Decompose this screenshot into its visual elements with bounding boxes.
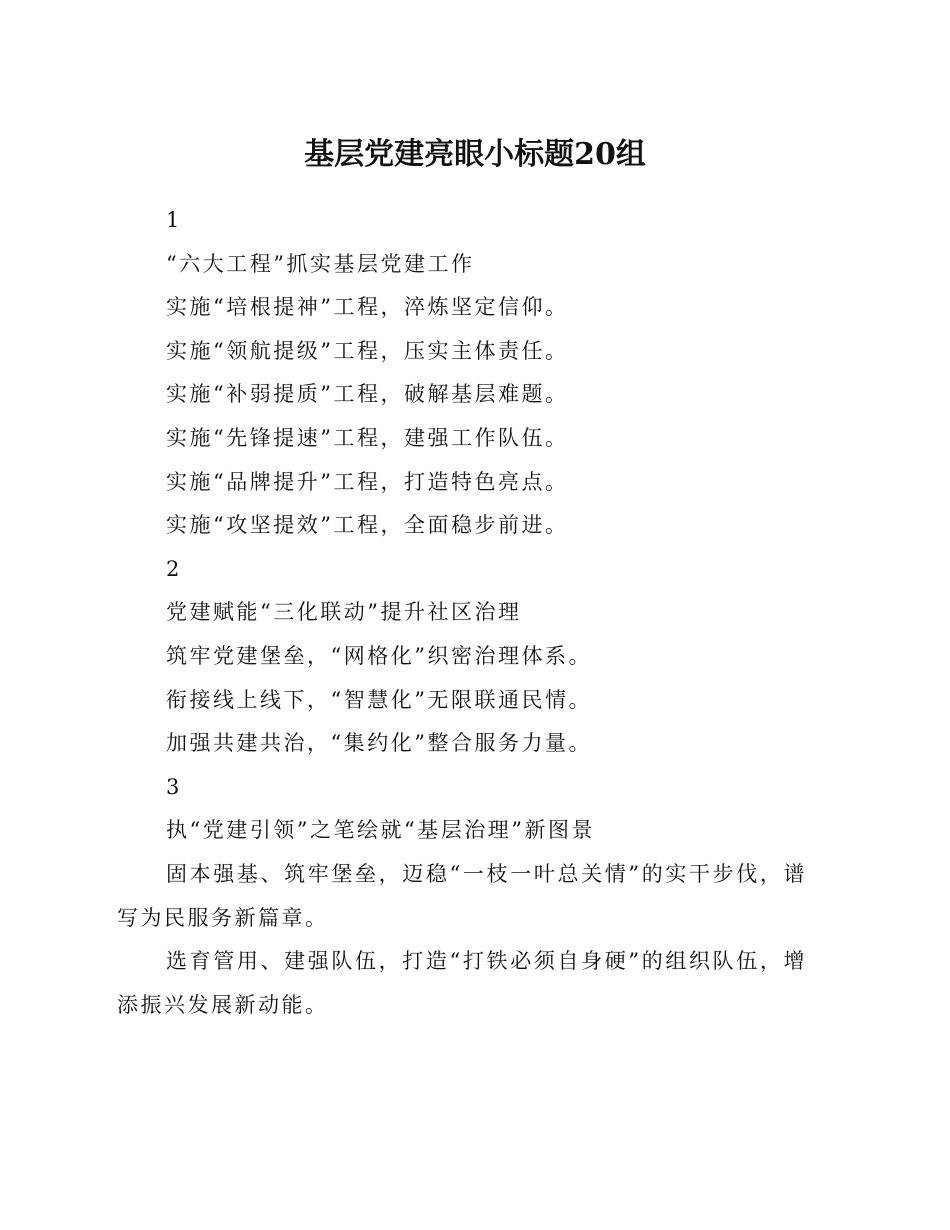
section-heading: “六大工程”抓实基层党建工作 [166,251,475,276]
section-line: 实施“攻坚提效”工程，全面稳步前进。 [166,513,569,538]
section-number: 1 [166,208,180,232]
section-line: 实施“领航提级”工程，压实主体责任。 [166,338,569,363]
section-paragraph: 选育管用、建强队伍，打造“打铁必须自身硬”的组织队伍，增添振兴发展新动能。 [117,949,807,1017]
section-line: 衔接线上线下，“智慧化”无限联通民情。 [166,687,592,712]
section-line: 实施“先锋提速”工程，建强工作队伍。 [166,425,569,450]
document-body [117,199,807,1027]
section-line: 实施“补弱提质”工程，破解基层难题。 [166,382,569,407]
section-2 [117,548,807,766]
section-3 [117,766,807,1028]
section-paragraph: 固本强基、筑牢堡垒，迈稳“一枝一叶总关情”的实干步伐，谱写为民服务新篇章。 [117,861,807,930]
section-line: 实施“培根提神”工程，淬炼坚定信仰。 [166,295,569,320]
section-number: 2 [166,556,180,581]
section-line: 实施“品牌提升”工程，打造特色亮点。 [166,469,569,494]
section-number: 3 [166,774,180,799]
section-1 [117,199,807,548]
section-heading: 党建赋能“三化联动”提升社区治理 [166,600,522,625]
section-heading: 执“党建引领”之笔绘就“基层治理”新图景 [166,818,595,843]
section-line: 加强共建共治，“集约化”整合服务力量。 [166,731,592,756]
document-title: 基层党建亮眼小标题20组 [304,137,646,172]
section-line: 筑牢党建堡垒，“网格化”织密治理体系。 [166,643,592,668]
